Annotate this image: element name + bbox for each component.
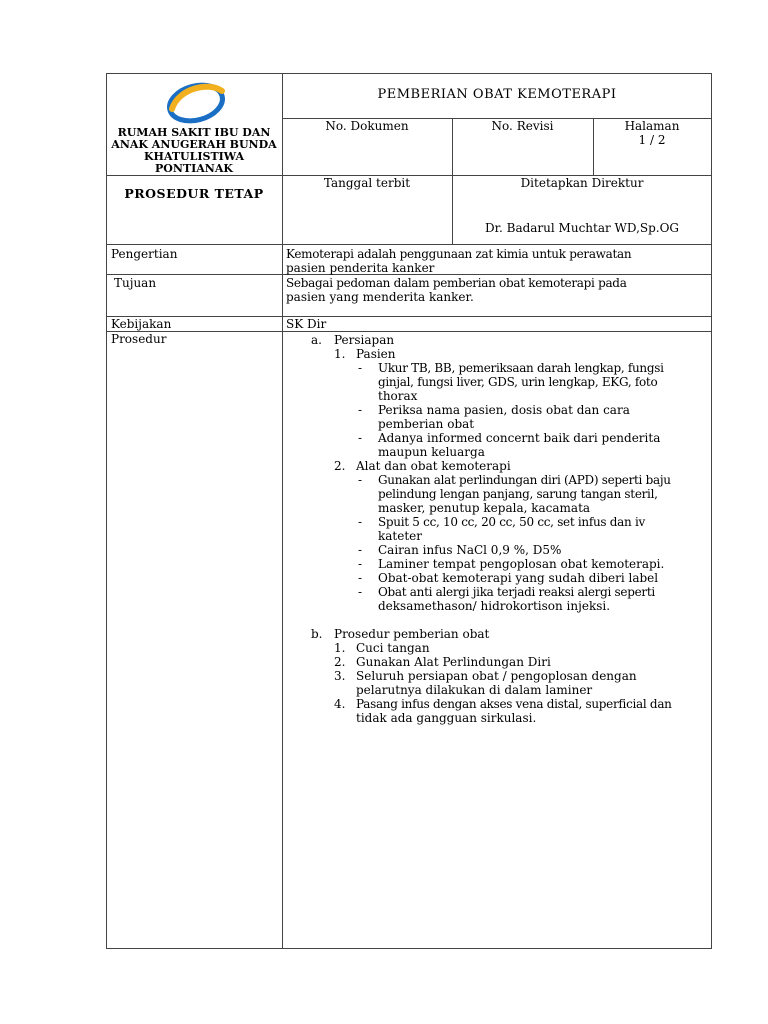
list-dash: -	[358, 431, 363, 445]
document-title: PEMBERIAN OBAT KEMOTERAPI	[377, 87, 617, 102]
row-divider-kebijakan	[106, 316, 712, 317]
b-item-2-marker: 2.	[334, 655, 346, 669]
subsection-a2-title: Alat dan obat kemoterapi	[356, 459, 511, 473]
a1-item-1-line-3: thorax	[378, 389, 418, 403]
list-dash: -	[358, 585, 363, 599]
b-item-1-marker: 1.	[334, 641, 346, 655]
a2-item-2-line-2: kateter	[378, 529, 423, 543]
a2-item-5-line-1: Obat-obat kemoterapi yang sudah diberi label	[378, 571, 659, 585]
list-dash: -	[358, 557, 363, 571]
row-divider-pengertian	[106, 244, 712, 245]
ditetapkan-label: Ditetapkan Direktur	[520, 176, 644, 190]
pengertian-line-2: pasien penderita kanker	[286, 261, 435, 275]
section-b-marker: b.	[311, 627, 323, 641]
no-revisi-label: No. Revisi	[491, 119, 554, 133]
list-dash: -	[358, 473, 363, 487]
pengertian-line-1: Kemoterapi adalah penggunaan zat kimia untuk perawatan	[286, 247, 632, 261]
a2-item-2-line-1: Spuit 5 cc, 10 cc, 20 cc, 50 cc, set infus dan iv	[378, 515, 645, 529]
a1-item-1-line-1: Ukur TB, BB, pemeriksaan darah lengkap, fungsi	[378, 361, 664, 375]
hospital-logo-icon	[164, 79, 228, 125]
a2-item-6-line-1: Obat anti alergi jika terjadi reaksi alergi seperti	[378, 585, 655, 599]
kebijakan-label: Kebijakan	[111, 317, 172, 331]
a2-item-6-line-2: deksamethason/ hidrokortison injeksi.	[378, 599, 611, 613]
pengertian-label: Pengertian	[111, 247, 178, 261]
tujuan-label: Tujuan	[114, 276, 157, 290]
hospital-name: RUMAH SAKIT IBU DAN ANAK ANUGERAH BUNDA KHATULISTIWA PONTIANAK	[111, 126, 277, 175]
b-item-1-line-1: Cuci tangan	[356, 641, 430, 655]
row-divider-prosedur	[106, 331, 712, 332]
a2-item-1-line-1: Gunakan alat perlindungan diri (APD) seperti baju	[378, 473, 671, 487]
b-item-2-line-1: Gunakan Alat Perlindungan Diri	[356, 655, 551, 669]
list-dash: -	[358, 403, 363, 417]
table-bottom-border	[106, 948, 712, 949]
halaman-value: 1 / 2	[638, 133, 666, 147]
table-left-border	[106, 73, 107, 949]
tanggal-terbit-label: Tanggal terbit	[323, 176, 411, 190]
kebijakan-value: SK Dir	[286, 317, 327, 331]
section-b-title: Prosedur pemberian obat	[334, 627, 490, 641]
list-dash: -	[358, 543, 363, 557]
a1-item-2-line-2: pemberian obat	[378, 417, 475, 431]
a2-item-3-line-1: Cairan infus NaCl 0,9 %, D5%	[378, 543, 562, 557]
subsection-a1-title: Pasien	[356, 347, 396, 361]
no-dokumen-label: No. Dokumen	[325, 119, 409, 133]
table-top-border	[106, 73, 712, 74]
list-dash: -	[358, 515, 363, 529]
b-item-4-marker: 4.	[334, 697, 346, 711]
section-a-title: Persiapan	[334, 333, 395, 347]
b-item-3-line-2: pelarutnya dilakukan di dalam laminer	[356, 683, 593, 697]
subsection-a1-marker: 1.	[334, 347, 346, 361]
a2-item-4-line-1: Laminer tempat pengoplosan obat kemoterapi.	[378, 557, 665, 571]
a1-item-3-line-2: maupun keluarga	[378, 445, 485, 459]
table-right-border	[711, 73, 712, 949]
prosedur-tetap-label: PROSEDUR TETAP	[124, 186, 264, 201]
b-item-4-line-2: tidak ada gangguan sirkulasi.	[356, 711, 537, 725]
list-dash: -	[358, 571, 363, 585]
a2-item-1-line-3: masker, penutup kepala, kacamata	[378, 501, 591, 515]
list-dash: -	[358, 361, 363, 375]
halaman-label: Halaman	[624, 119, 680, 133]
tujuan-line-2: pasien yang menderita kanker.	[286, 290, 474, 304]
prosedur-label: Prosedur	[111, 332, 167, 346]
subsection-a2-marker: 2.	[334, 459, 346, 473]
column-divider	[282, 73, 283, 949]
b-item-3-marker: 3.	[334, 669, 346, 683]
b-item-4-line-1: Pasang infus dengan akses vena distal, superficial dan	[356, 697, 672, 711]
a1-item-3-line-1: Adanya informed concernt baik dari penderita	[378, 431, 661, 445]
a1-item-1-line-2: ginjal, fungsi liver, GDS, urin lengkap, EKG, foto	[378, 375, 658, 389]
section-a-marker: a.	[311, 333, 322, 347]
tujuan-line-1: Sebagai pedoman dalam pemberian obat kemoterapi pada	[286, 276, 627, 290]
sop-document	[106, 73, 712, 949]
director-name: Dr. Badarul Muchtar WD,Sp.OG	[484, 221, 680, 235]
a2-item-1-line-2: pelindung lengan panjang, sarung tangan steril,	[378, 487, 658, 501]
b-item-3-line-1: Seluruh persiapan obat / pengoplosan dengan	[356, 669, 637, 683]
a1-item-2-line-1: Periksa nama pasien, dosis obat dan cara	[378, 403, 630, 417]
